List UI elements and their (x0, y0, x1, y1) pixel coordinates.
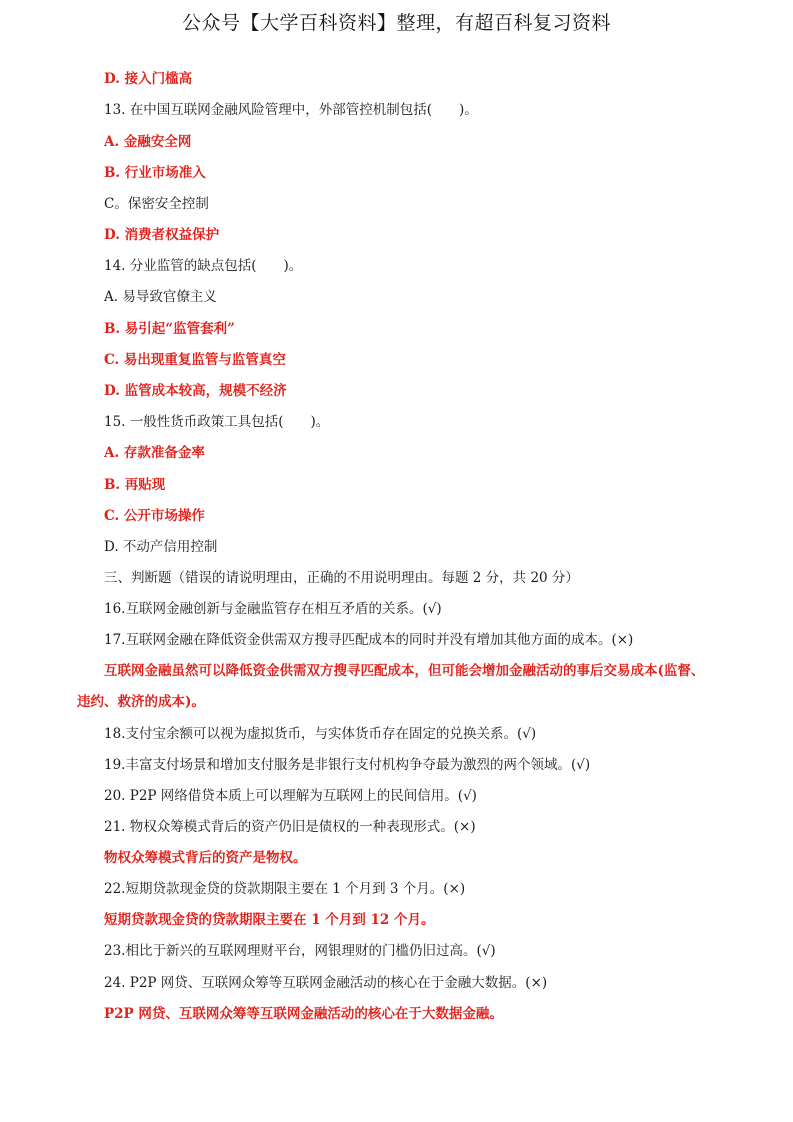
answer-option-b-q15: B. 再贴现 (104, 477, 166, 493)
answer-option-c-q15: C. 公开市场操作 (104, 508, 205, 524)
question-22: 22.短期贷款现金贷的贷款期限主要在 1 个月到 3 个月。(×) (104, 881, 466, 897)
answer-option-d-q13: D. 消费者权益保护 (104, 227, 220, 243)
answer-option-b-q14: B. 易引起“监管套利” (104, 321, 235, 337)
answer-option-d-q12: D. 接入门槛高 (104, 71, 193, 87)
option-d-q15: D. 不动产信用控制 (104, 539, 218, 555)
answer-option-d-q14: D. 监管成本较高，规模不经济 (104, 383, 287, 399)
explanation-q21: 物权众筹模式背后的资产是物权。 (104, 850, 307, 866)
question-23: 23.相比于新兴的互联网理财平台，网银理财的门槛仍旧过高。(√) (104, 943, 496, 959)
option-c-q13: C。保密安全控制 (104, 196, 209, 212)
answer-option-c-q14: C. 易出现重复监管与监管真空 (104, 352, 286, 368)
page-header: 公众号【大学百科资料】整理，有超百科复习资料 (181, 12, 611, 34)
question-19: 19.丰富支付场景和增加支付服务是非银行支付机构争夺最为激烈的两个领域。(√) (104, 757, 591, 773)
answer-option-b-q13: B. 行业市场准入 (104, 165, 206, 181)
question-21: 21. 物权众筹模式背后的资产仍旧是债权的一种表现形式。(×) (104, 819, 476, 835)
explanation-q22: 短期贷款现金贷的贷款期限主要在 1 个月到 12 个月。 (104, 912, 435, 928)
question-20: 20. P2P 网络借贷本质上可以理解为互联网上的民间信用。(√) (104, 788, 477, 804)
answer-option-a-q13: A. 金融安全网 (104, 134, 192, 150)
option-a-q14: A. 易导致官僚主义 (104, 289, 217, 305)
explanation-q17-part1: 互联网金融虽然可以降低资金供需双方搜寻匹配成本，但可能会增加金融活动的事后交易成本(监督、 (104, 663, 705, 679)
question-24: 24. P2P 网贷、互联网众筹等互联网金融活动的核心在于金融大数据。(×) (104, 975, 548, 991)
answer-option-a-q15: A. 存款准备金率 (104, 445, 205, 461)
question-15: 15. 一般性货币政策工具包括( )。 (104, 414, 330, 430)
question-16: 16.互联网金融创新与金融监管存在相互矛盾的关系。(√) (104, 601, 442, 617)
explanation-q17-part2: 违约、救济的成本)。 (77, 694, 205, 710)
question-13: 13. 在中国互联网金融风险管理中，外部管控机制包括( )。 (104, 102, 478, 118)
question-14: 14. 分业监管的缺点包括( )。 (104, 258, 303, 274)
question-17: 17.互联网金融在降低资金供需双方搜寻匹配成本的同时并没有增加其他方面的成本。(×) (104, 632, 634, 648)
question-18: 18.支付宝余额可以视为虚拟货币，与实体货币存在固定的兑换关系。(√) (104, 726, 537, 742)
explanation-q24: P2P 网贷、互联网众筹等互联网金融活动的核心在于大数据金融。 (104, 1006, 503, 1022)
section-heading-judgment: 三、判断题（错误的请说明理由，正确的不用说明理由。每题 2 分，共 20 分） (104, 570, 579, 586)
